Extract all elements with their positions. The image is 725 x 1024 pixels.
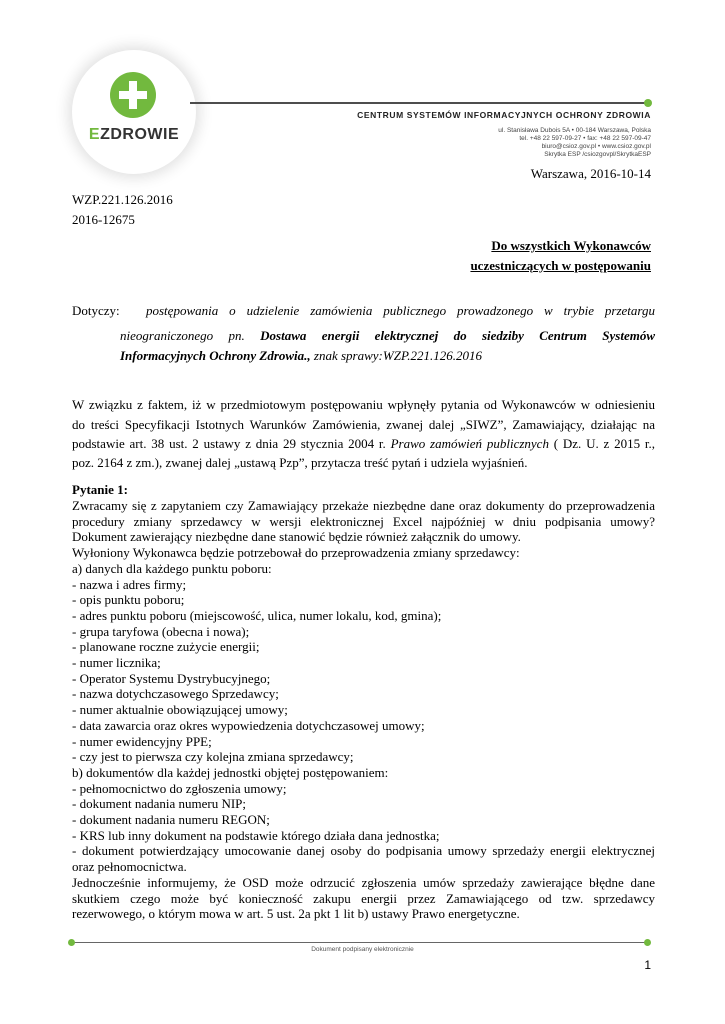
organization-address: ul. Stanisława Dubois 5A • 00-184 Warszawa, Polska — [498, 127, 651, 134]
question-line: skutkiem czego może być konieczność zakupu energii przez Zamawiającego od tzw. sprzedawcy — [72, 890, 655, 906]
letter-date: Warszawa, 2016-10-14 — [530, 166, 651, 181]
question-line: - planowane roczne zużycie energii; — [72, 639, 260, 655]
question-line: - dokument nadania numeru REGON; — [72, 812, 270, 827]
header-dot — [644, 99, 652, 107]
question-line: a) danych dla każdego punktu poboru: — [72, 560, 272, 576]
recipient-line-2: uczestniczących w postępowaniu — [470, 258, 651, 273]
question-line: - data zawarcia oraz okres wypowiedzenia dotychczasowej umowy; — [72, 717, 425, 733]
page-number: 1 — [644, 958, 651, 972]
question-line: - nazwa i adres firmy; — [72, 576, 187, 592]
case-reference: WZP.221.126.2016 — [72, 192, 173, 207]
question-line: Dokument zawierający niezbędne dane stanowić będzie również załącznik do umowy. — [72, 529, 521, 545]
question-line: - Operator Systemu Dystrybucyjnego; — [72, 670, 271, 686]
question-line: - czy jest to pierwsza czy kolejna zmiana sprzedawcy; — [72, 749, 354, 765]
question-line: - adres punktu poboru (miejscowość, ulica, numer lokalu, kod, gmina); — [72, 607, 442, 623]
organization-name: CENTRUM SYSTEMÓW INFORMACYJNYCH OCHRONY ZDROWIA — [357, 110, 651, 120]
header-divider — [190, 102, 645, 104]
question-title: Pytanie 1: — [72, 482, 128, 497]
subject-line-2: nieograniczonego pn. Dostawa energii elektrycznej do siedziby Centrum Systemów — [120, 328, 655, 343]
footer-divider — [72, 942, 647, 943]
organization-epuap: Skrytka ESP /csiozgovpl/SkrytkaESP — [544, 151, 651, 158]
intro-line-4: poz. 2164 z zm.), zwanej dalej „ustawą Pzp”, przytacza treść pytań i udziela wyjaśnień. — [72, 455, 528, 470]
footer-note: Dokument podpisany elektronicznie — [311, 946, 414, 953]
question-line: - opis punktu poboru; — [72, 592, 185, 608]
question-line: - pełnomocnictwo do zgłoszenia umowy; — [72, 780, 287, 796]
logo-wordmark: EZDROWIE — [88, 126, 180, 143]
question-line: - dokument nadania numeru NIP; — [72, 796, 247, 812]
recipient-line-1: Do wszystkich Wykonawców — [491, 238, 651, 253]
question-line: - numer aktualnie obowiązującej umowy; — [72, 702, 288, 718]
question-line: - grupa taryfowa (obecna i nowa); — [72, 623, 250, 639]
question-line: Zwracamy się z zapytaniem czy Zamawiający przekaże niezbędne dane oraz dokumenty do przeprowadzenia — [72, 498, 655, 513]
subject-label: Dotyczy: — [72, 303, 120, 318]
question-line: b) dokumentów dla każdej jednostki objętej postępowaniem: — [72, 764, 389, 780]
intro-line-2: do treści Specyfikacji Istotnych Warunków Zamówienia, zwanej dalej „SIWZ”, Zamawiający, działając na — [72, 417, 655, 432]
question-line: rezerwowego, o którym mowa w art. 5 ust. 2a pkt 1 lit b) ustawy Prawo energetyczne. — [72, 906, 520, 922]
document-number: 2016-12675 — [72, 212, 135, 227]
subject-line-1: postępowania o udzielenie zamówienia publicznego prowadzonego w trybie przetargu — [146, 303, 655, 318]
ezdrowie-logo — [72, 50, 196, 174]
question-line: Wyłoniony Wykonawca będzie potrzebował do przeprowadzenia zmiany sprzedawcy: — [72, 545, 520, 561]
plus-icon — [110, 72, 156, 118]
footer-dot-left — [68, 939, 75, 946]
question-line: - nazwa dotychczasowego Sprzedawcy; — [72, 686, 279, 702]
subject-line-3: Informacyjnych Ochrony Zdrowia., znak sprawy:WZP.221.126.2016 — [120, 348, 482, 363]
intro-line-1: W związku z faktem, iż w przedmiotowym postępowaniu wpłynęły pytania od Wykonawców w odniesieniu — [72, 397, 655, 412]
intro-line-3: podstawie art. 38 ust. 2 ustawy z dnia 29 stycznia 2004 r. Prawo zamówień publicznych ( Dz. U. z 2015 r., — [72, 436, 655, 451]
footer-dot-right — [644, 939, 651, 946]
question-line: - KRS lub inny dokument na podstawie którego działa dana jednostka; — [72, 827, 440, 843]
question-line: - numer licznika; — [72, 655, 161, 670]
organization-phone: tel. +48 22 597-09-27 • fax: +48 22 597-09-47 — [519, 135, 651, 142]
question-line: oraz pełnomocnictwa. — [72, 859, 187, 875]
question-line: Jednocześnie informujemy, że OSD może odrzucić zgłoszenia umów sprzedaży zawierające błędne dane — [72, 874, 655, 890]
question-line: - dokument potwierdzający umocowanie danej osoby do podpisania umowy sprzedaży energii elektrycznej — [72, 843, 655, 859]
question-line: - numer ewidencyjny PPE; — [72, 733, 212, 749]
question-line: procedury zmiany sprzedawcy w wersji elektronicznej Excel najpóźniej w dniu podpisania umowy? — [72, 513, 655, 529]
organization-email: biuro@csioz.gov.pl • www.csioz.gov.pl — [541, 143, 651, 150]
